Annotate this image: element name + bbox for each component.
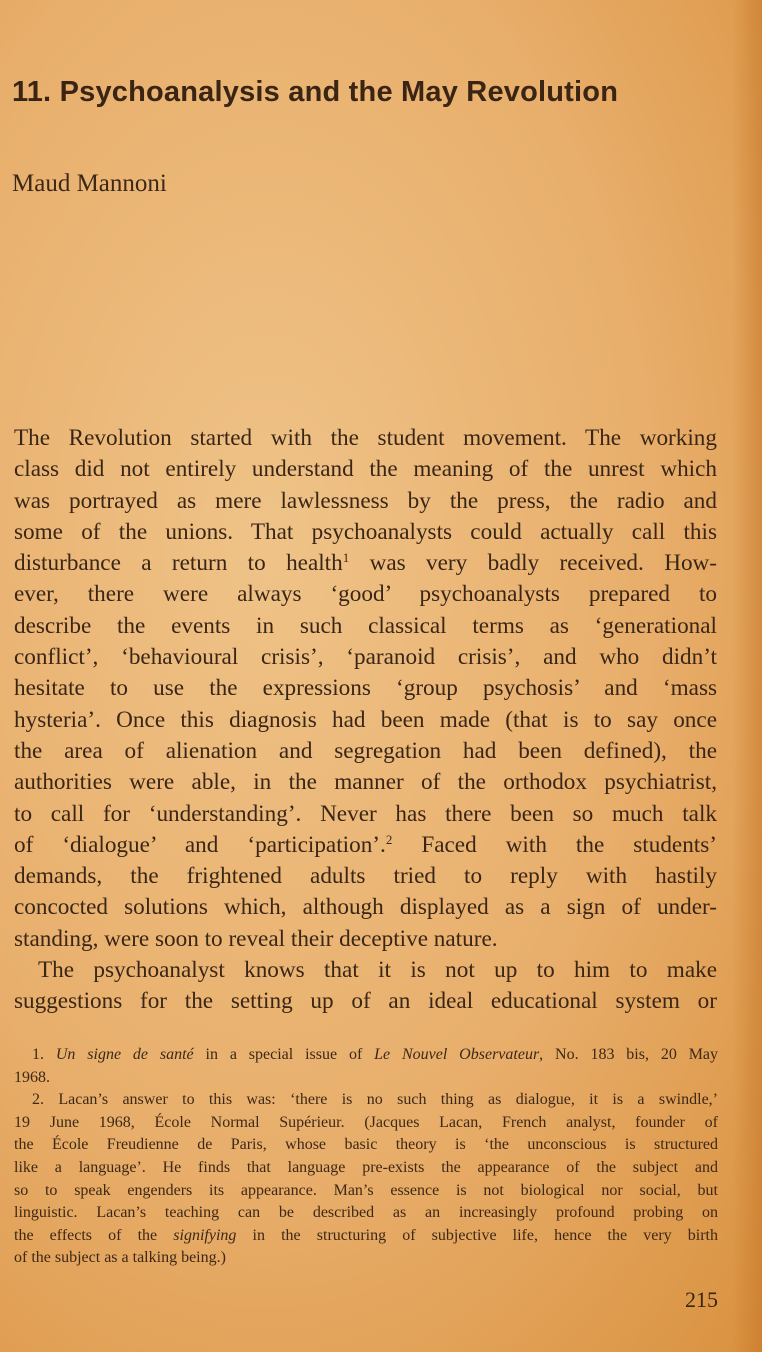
body-text-fragment: was very badly received. How- — [349, 550, 717, 577]
page-number: 215 — [685, 1287, 718, 1312]
body-line: was portrayed as mere lawlessness by the press, the radio and — [14, 487, 717, 514]
page-edge-shadow — [732, 0, 762, 1352]
body-line: ever, there were always ‘good’ psychoanalysts prepared to — [14, 581, 717, 608]
body-line: hesitate to use the expressions ‘group psychosis’ and ‘mass — [14, 675, 717, 702]
footnotes — [14, 1044, 718, 1270]
body-line: demands, the frightened adults tried to reply with hastily — [14, 863, 717, 890]
footnote-2: 2. Lacan’s answer to this was: ‘there is no such thing as dialogue, it is a swindle,’ — [32, 1091, 718, 1109]
footnote-italic-journal: Le Nouvel Observateur — [374, 1046, 540, 1063]
footnote-ref-1: 1 — [342, 550, 350, 566]
chapter-title: 11. Psychoanalysis and the May Revolution — [12, 76, 619, 108]
footnote-ref-2: 2 — [385, 831, 393, 847]
body-text-fragment: Faced with the students’ — [392, 831, 717, 858]
body-text-fragment: of ‘dialogue’ and ‘participation’. — [14, 831, 386, 858]
footnote-number: 1. — [32, 1046, 44, 1063]
footnote-line: the École Freudienne de Paris, whose basic theory is ‘the unconscious is structured — [14, 1136, 718, 1154]
body-line: hysteria’. Once this diagnosis had been made (that is to say once — [14, 706, 717, 733]
footnote-italic-title: Un signe de santé — [55, 1046, 194, 1063]
body-text-fragment: disturbance a return to health — [14, 550, 343, 577]
body-line: the area of alienation and segregation had been defined), the — [14, 737, 717, 764]
footnote-line: 1968. — [14, 1068, 50, 1086]
body-text — [14, 423, 717, 1018]
footnote-text: , No. 183 bis, 20 May — [539, 1046, 719, 1063]
footnote-text: the effects of the — [14, 1226, 174, 1244]
body-line — [14, 830, 717, 861]
body-line: describe the events in such classical terms as ‘generational — [14, 612, 717, 639]
footnote-line: like a language’. He finds that language pre-exists the appearance of the subject and — [14, 1158, 718, 1176]
author-name: Maud Mannoni — [12, 170, 167, 197]
body-line: suggestions for the setting up of an ideal educational system or — [14, 988, 717, 1015]
body-line — [14, 548, 717, 579]
body-line: standing, were soon to reveal their deceptive nature. — [14, 925, 498, 952]
footnote-line: linguistic. Lacan’s teaching can be described as an increasingly profound probing on — [14, 1204, 718, 1222]
footnote-line — [14, 1225, 718, 1248]
body-line: The psychoanalyst knows that it is not up to him to make — [38, 957, 717, 984]
body-line: The Revolution started with the student movement. The working — [14, 425, 717, 451]
body-line: authorities were able, in the manner of the orthodox psychiatrist, — [14, 769, 717, 796]
body-line: some of the unions. That psychoanalysts could actually call this — [14, 518, 717, 545]
body-line: concocted solutions which, although displayed as a sign of under- — [14, 894, 717, 921]
footnote-text: in the structuring of subjective life, hence the very birth — [236, 1226, 719, 1244]
footnote-italic-term: signifying — [173, 1226, 237, 1244]
footnote-line: so to speak engenders its appearance. Man’s essence is not biological nor social, but — [14, 1181, 718, 1199]
footnote-text: in a special issue of — [193, 1046, 375, 1063]
body-line: class did not entirely understand the meaning of the unrest which — [14, 456, 717, 483]
footnote-line: of the subject as a talking being.) — [14, 1249, 226, 1267]
footnote-1 — [14, 1044, 718, 1067]
body-line: conflict’, ‘behavioural crisis’, ‘paranoid crisis’, and who didn’t — [14, 644, 717, 671]
footnote-line: 19 June 1968, École Normal Supérieur. (Jacques Lacan, French analyst, founder of — [14, 1113, 718, 1131]
body-line: to call for ‘understanding’. Never has there been so much talk — [14, 800, 717, 827]
